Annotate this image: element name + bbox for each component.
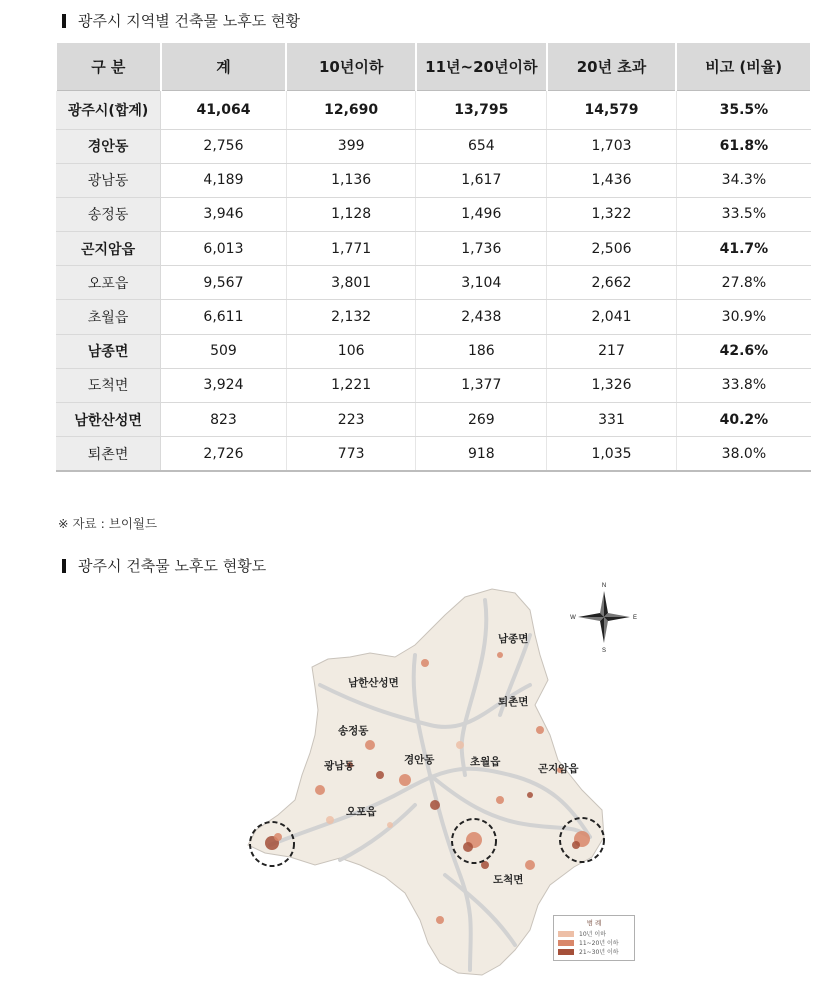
table-row [56,300,811,334]
map-aging-spot [326,816,334,824]
legend-swatch-11-20 [558,940,574,946]
map-aging-spot [436,916,444,924]
row-region: 초월읍 [56,300,161,334]
row-total: 2,756 [161,129,287,163]
row-11to20: 918 [416,437,547,471]
map-label-toechon: 퇴촌면 [498,696,529,708]
map-land-area [248,589,607,975]
header-under10: 10년이하 [286,43,416,90]
row-over20: 2,662 [547,266,677,300]
legend-title: 범 례 [586,919,602,927]
legend-swatch-21-30 [558,949,574,955]
map-aging-spot [365,740,375,750]
row-over20: 14,579 [547,90,677,129]
building-age-table [55,43,812,472]
map-aging-spot [525,860,535,870]
row-11to20: 13,795 [416,90,547,129]
row-11to20: 1,377 [416,368,547,402]
row-region: 퇴촌면 [56,437,161,471]
map-legend [553,915,635,961]
row-region: 남종면 [56,334,161,368]
compass-w: W [570,615,576,621]
row-over20: 331 [547,403,677,437]
map-aging-spot [496,796,504,804]
map-label-docheok: 도척면 [493,874,524,886]
row-total: 6,013 [161,232,287,266]
row-total: 3,946 [161,197,287,231]
map-label-namhansanseong: 남한산성면 [348,677,399,689]
legend-label: 21~30년 이하 [579,949,619,956]
row-ratio: 38.0% [676,437,811,471]
row-11to20: 1,736 [416,232,547,266]
map-label-namjong: 남종면 [498,633,529,645]
section-title-text: 광주시 지역별 건축물 노후도 현황 [78,12,300,30]
map-label-songjeong: 송정동 [338,725,369,737]
row-ratio: 42.6% [676,334,811,368]
row-11to20: 269 [416,403,547,437]
row-under10: 773 [286,437,416,471]
map-aging-spot [527,792,533,798]
row-ratio: 33.5% [676,197,811,231]
row-ratio: 27.8% [676,266,811,300]
map-aging-spot [456,741,464,749]
row-region: 경안동 [56,129,161,163]
source-note: ※ 자료 : 브이월드 [58,516,158,531]
row-over20: 2,506 [547,232,677,266]
row-region: 남한산성면 [56,403,161,437]
compass-n: N [601,583,607,589]
map-label-gwangnam: 광남동 [324,760,355,772]
row-under10: 1,128 [286,197,416,231]
title-bar-marker [62,559,66,573]
header-over20: 20년 초과 [547,43,677,90]
map-aging-spot [399,774,411,786]
row-over20: 1,436 [547,163,677,197]
row-ratio: 40.2% [676,403,811,437]
row-over20: 1,322 [547,197,677,231]
compass-s: S [601,648,607,654]
row-under10: 1,136 [286,163,416,197]
row-region: 오포읍 [56,266,161,300]
map-label-gyeongan: 경안동 [404,754,435,766]
row-region: 곤지암읍 [56,232,161,266]
row-under10: 3,801 [286,266,416,300]
row-total: 4,189 [161,163,287,197]
row-under10: 106 [286,334,416,368]
table-row [56,90,811,129]
row-region: 광주시(합계) [56,90,161,129]
map-aging-spot [315,785,325,795]
map-aging-spot [536,726,544,734]
table-row [56,437,811,471]
map-label-opo: 오포읍 [346,806,377,818]
row-ratio: 41.7% [676,232,811,266]
row-11to20: 1,496 [416,197,547,231]
header-11to20: 11년~20년이하 [416,43,547,90]
header-total: 계 [161,43,287,90]
table-row [56,129,811,163]
row-11to20: 3,104 [416,266,547,300]
header-category: 구 분 [56,43,161,90]
row-over20: 217 [547,334,677,368]
legend-item [558,938,630,947]
row-under10: 12,690 [286,90,416,129]
row-over20: 1,035 [547,437,677,471]
table-row [56,163,811,197]
row-total: 6,611 [161,300,287,334]
section-title-table [62,10,300,31]
row-under10: 223 [286,403,416,437]
row-11to20: 1,617 [416,163,547,197]
legend-label: 11~20년 이하 [579,940,619,947]
row-over20: 2,041 [547,300,677,334]
row-region: 광남동 [56,163,161,197]
row-region: 송정동 [56,197,161,231]
map-aging-spot [463,842,473,852]
table-row [56,197,811,231]
row-total: 2,726 [161,437,287,471]
legend-item [558,929,630,938]
section-title-text: 광주시 건축물 노후도 현황도 [78,557,267,575]
row-under10: 1,771 [286,232,416,266]
table-row [56,368,811,402]
map-aging-spot [387,822,393,828]
row-under10: 1,221 [286,368,416,402]
legend-swatch-10 [558,931,574,937]
row-ratio: 35.5% [676,90,811,129]
row-total: 3,924 [161,368,287,402]
row-total: 9,567 [161,266,287,300]
row-over20: 1,326 [547,368,677,402]
table-row [56,334,811,368]
map-aging-spot [497,652,503,658]
title-bar-marker [62,14,66,28]
table-row [56,266,811,300]
row-under10: 399 [286,129,416,163]
row-total: 509 [161,334,287,368]
map-aging-spot [274,833,282,841]
row-total: 41,064 [161,90,287,129]
table-header-row [56,43,811,90]
compass-e: E [632,615,638,621]
row-11to20: 2,438 [416,300,547,334]
map-label-chowol: 초월읍 [470,756,501,768]
row-over20: 1,703 [547,129,677,163]
row-11to20: 654 [416,129,547,163]
compass-rose-icon [570,583,637,654]
legend-label: 10년 이하 [579,931,606,938]
map-label-gonjiam: 곤지암읍 [538,763,579,775]
table-row [56,403,811,437]
row-ratio: 33.8% [676,368,811,402]
section-title-map [62,555,266,576]
row-region: 도척면 [56,368,161,402]
map-aging-spot [572,841,580,849]
row-ratio: 34.3% [676,163,811,197]
map-aging-spot [421,659,429,667]
table-row [56,232,811,266]
row-ratio: 30.9% [676,300,811,334]
row-total: 823 [161,403,287,437]
row-11to20: 186 [416,334,547,368]
header-ratio: 비고 (비율) [676,43,811,90]
legend-item [558,947,630,956]
map-aging-spot [430,800,440,810]
map-aging-spot [376,771,384,779]
row-ratio: 61.8% [676,129,811,163]
row-under10: 2,132 [286,300,416,334]
